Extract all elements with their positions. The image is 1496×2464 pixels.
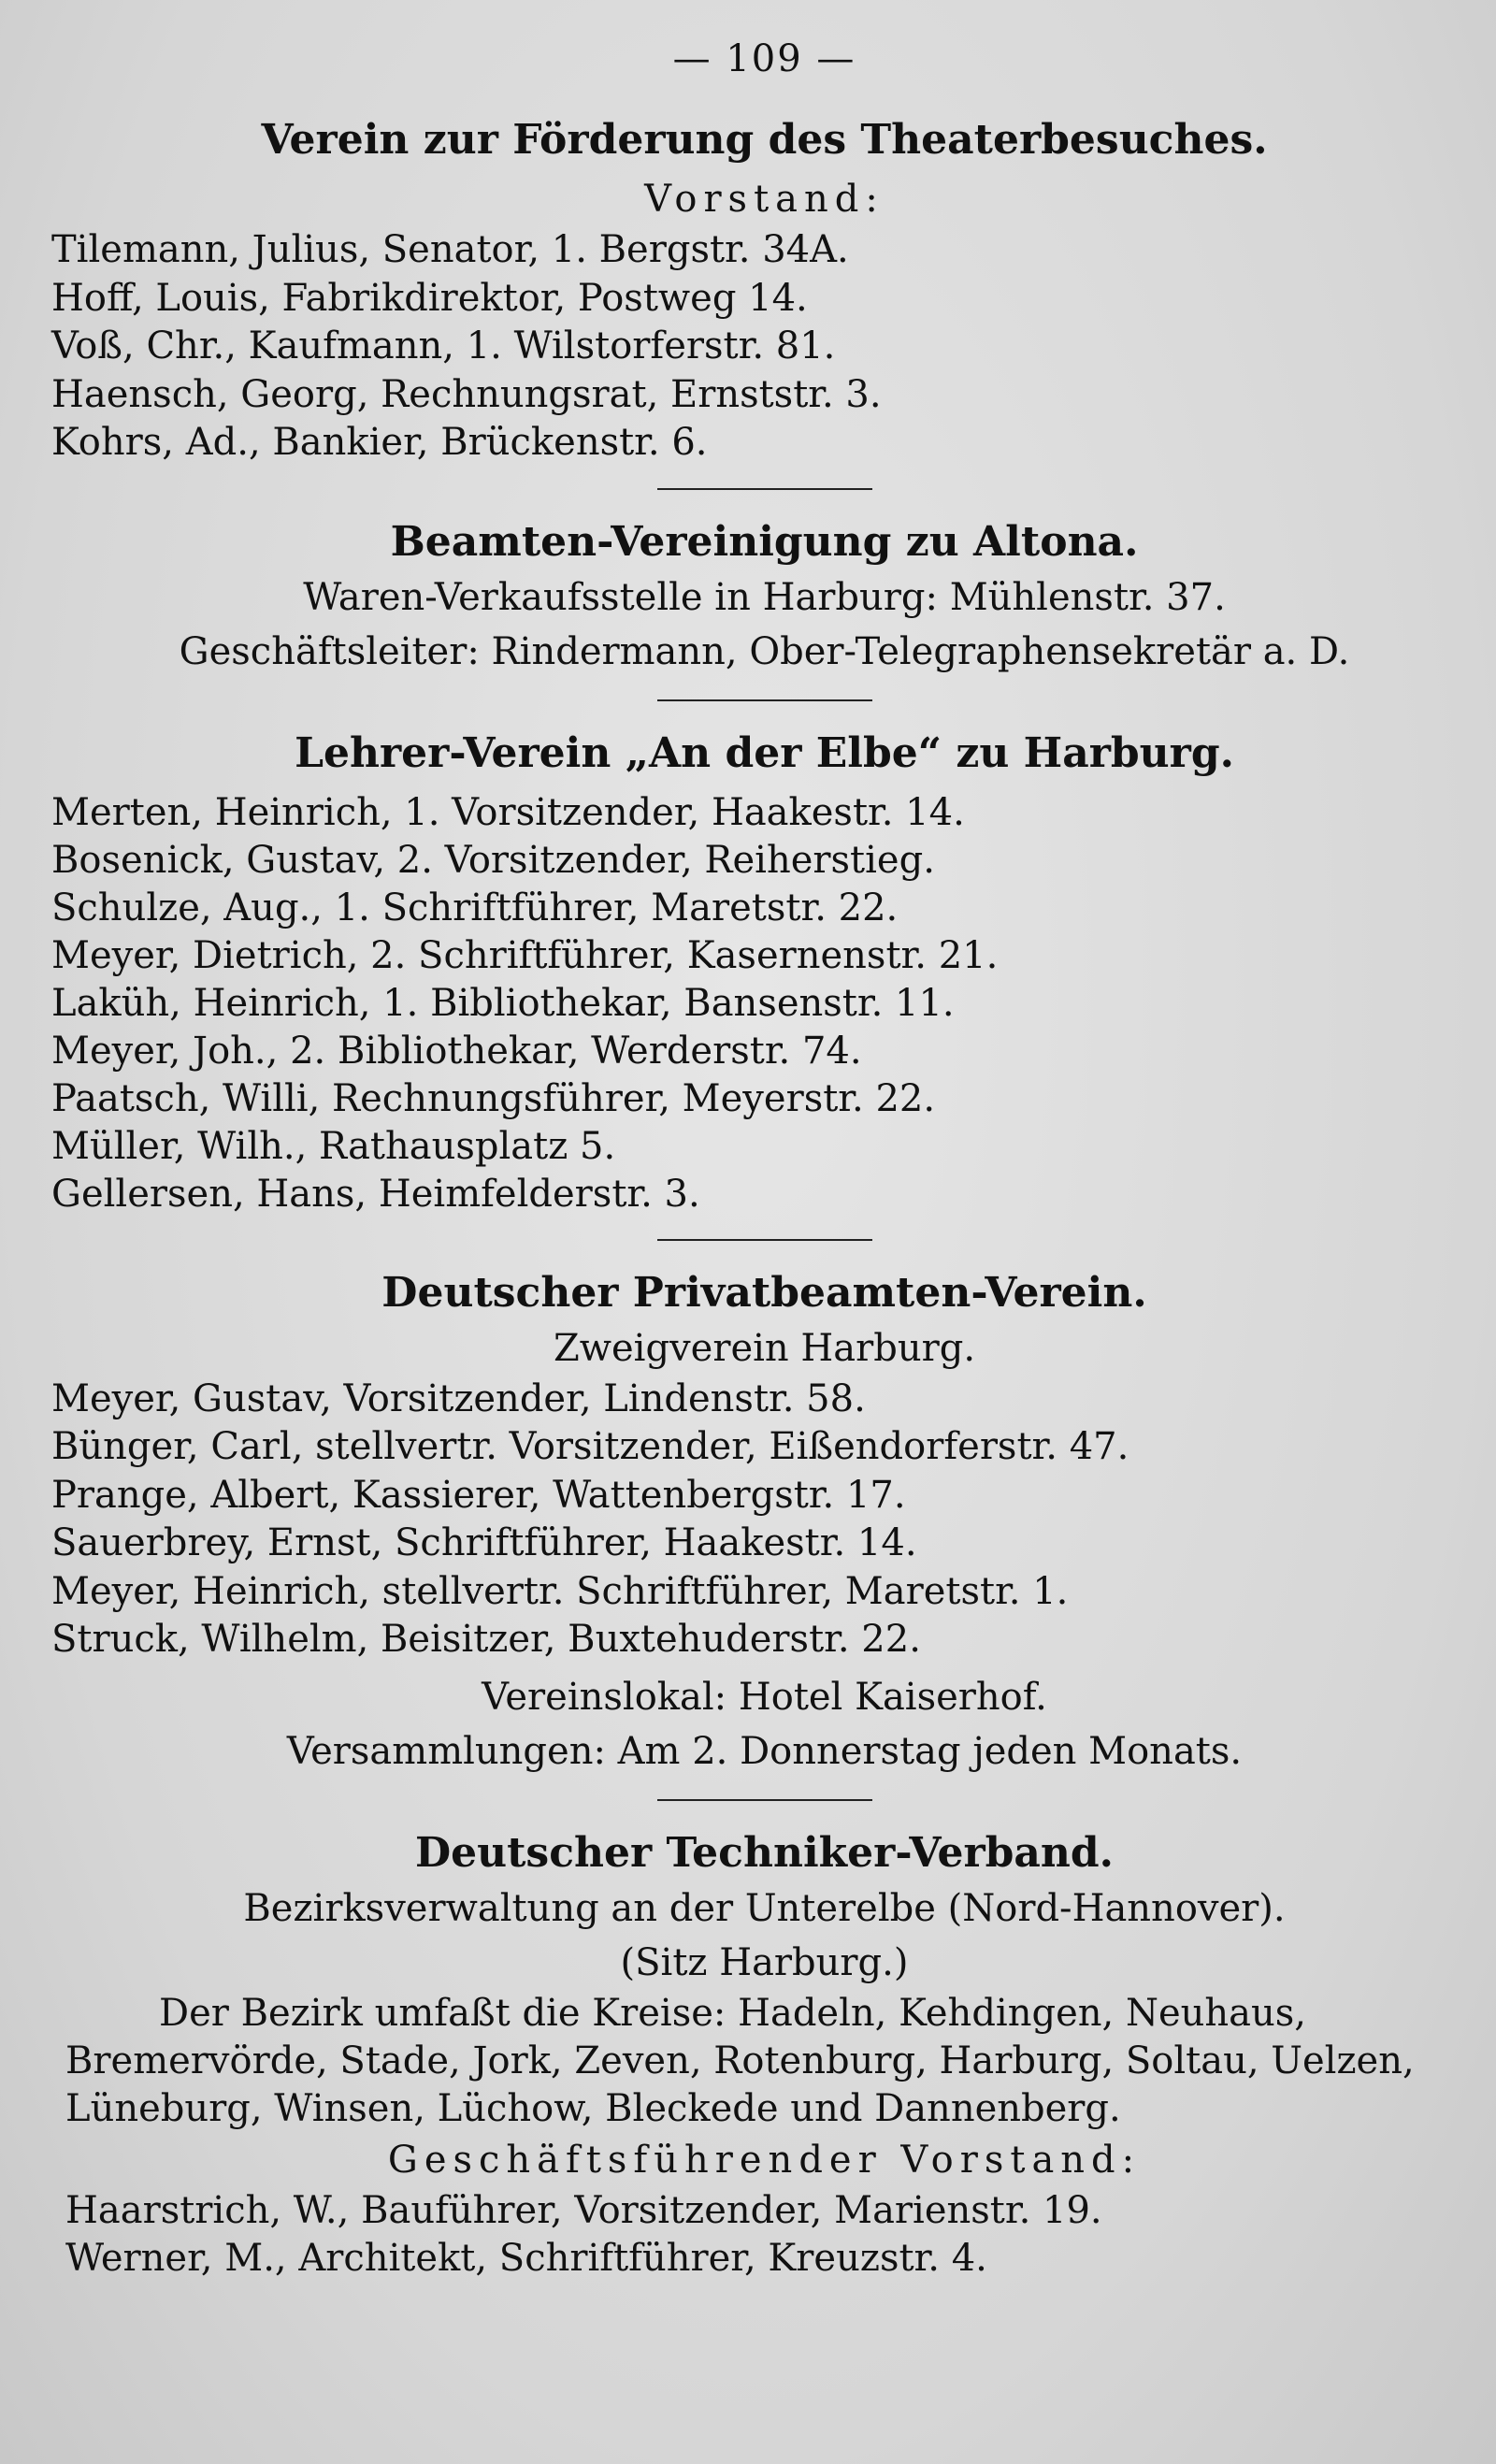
list-item: Haensch, Georg, Rechnungsrat, Ernststr. 3.	[51, 372, 882, 416]
section-title: Verein zur Förderung des Theaterbesuches.	[261, 116, 1268, 164]
list-item: Bosenick, Gustav, 2. Vorsitzender, Reiherstieg.	[51, 838, 935, 882]
paragraph-line: Bremervörde, Stade, Jork, Zeven, Rotenburg, Harburg, Soltau, Uelzen,	[65, 2039, 1415, 2082]
list-item: Meyer, Joh., 2. Bibliothekar, Werderstr. 74.	[51, 1029, 862, 1073]
list-item: Meyer, Dietrich, 2. Schriftführer, Kasernenstr. 21.	[51, 933, 999, 977]
section-line: Waren-Verkaufsstelle in Harburg: Mühlenstr. 37.	[303, 575, 1226, 619]
list-item: Haarstrich, W., Bauführer, Vorsitzender, Marienstr. 19.	[65, 2188, 1102, 2232]
list-item: Struck, Wilhelm, Beisitzer, Buxtehuderstr. 22.	[51, 1618, 921, 1661]
list-item: Schulze, Aug., 1. Schriftführer, Maretstr. 22.	[51, 886, 899, 929]
section-line: Geschäftsleiter: Rindermann, Ober-Telegraphensekretär a. D.	[179, 629, 1350, 673]
list-item: Müller, Wilh., Rathausplatz 5.	[51, 1124, 616, 1168]
versammlungen: Versammlungen: Am 2. Donnerstag jeden Monats.	[286, 1729, 1243, 1773]
divider	[657, 488, 872, 490]
section-title: Lehrer-Verein „An der Elbe“ zu Harburg.	[295, 728, 1234, 777]
list-item: Prange, Albert, Kassierer, Wattenbergstr. 17.	[51, 1473, 906, 1517]
paragraph-line: Lüneburg, Winsen, Lüchow, Bleckede und Dannenberg.	[65, 2086, 1121, 2130]
section-title: Beamten-Vereinigung zu Altona.	[390, 517, 1139, 566]
section-title: Deutscher Techniker-Verband.	[414, 1828, 1115, 1877]
list-item: Bünger, Carl, stellvertr. Vorsitzender, Eißendorferstr. 47.	[51, 1425, 1129, 1468]
list-item: Tilemann, Julius, Senator, 1. Bergstr. 34A.	[51, 228, 849, 271]
list-item: Meyer, Heinrich, stellvertr. Schriftführer, Maretstr. 1.	[51, 1569, 1069, 1613]
section-title: Deutscher Privatbeamten-Verein.	[381, 1268, 1147, 1317]
list-item: Meyer, Gustav, Vorsitzender, Lindenstr. 58.	[51, 1376, 866, 1420]
list-item: Hoff, Louis, Fabrikdirektor, Postweg 14.	[51, 276, 808, 320]
list-item: Gellersen, Hans, Heimfelderstr. 3.	[51, 1172, 700, 1216]
section-theaterbesuch	[51, 112, 1440, 468]
list-item: Sauerbrey, Ernst, Schriftführer, Haakestr. 14.	[51, 1521, 917, 1564]
list-item: Laküh, Heinrich, 1. Bibliothekar, Bansenstr. 11.	[51, 981, 955, 1025]
list-item: Werner, M., Architekt, Schriftführer, Kreuzstr. 4.	[65, 2237, 987, 2280]
section-privatbeamten-verein	[51, 1265, 1440, 1779]
section-techniker-verband	[51, 1825, 1440, 2284]
section-lehrer-verein	[51, 726, 1440, 1218]
list-item: Voß, Chr., Kaufmann, 1. Wilstorferstr. 81.	[51, 324, 836, 367]
district-paragraph	[51, 1990, 1440, 2133]
section-sitz: (Sitz Harburg.)	[620, 1940, 909, 1984]
section-subtitle: Bezirksverwaltung an der Unterelbe (Nord-Hannover).	[243, 1886, 1286, 1930]
paragraph-line: Der Bezirk umfaßt die Kreise: Hadeln, Kehdingen, Neuhaus,	[159, 1991, 1306, 2035]
page-number: — 109 —	[672, 37, 856, 80]
section-subtitle: Zweigverein Harburg.	[553, 1326, 976, 1370]
divider	[657, 1799, 872, 1801]
vereinslokal: Vereinslokal: Hotel Kaiserhof.	[482, 1675, 1047, 1719]
list-item: Merten, Heinrich, 1. Vorsitzender, Haakestr. 14.	[51, 790, 965, 834]
divider	[657, 1239, 872, 1241]
divider	[657, 699, 872, 701]
list-item: Paatsch, Willi, Rechnungsführer, Meyerstr. 22.	[51, 1076, 936, 1120]
section-subtitle: Vorstand:	[644, 178, 885, 221]
list-item: Kohrs, Ad., Bankier, Brückenstr. 6.	[51, 421, 708, 464]
section-beamten-vereinigung	[51, 514, 1440, 679]
vorstand-title: Geschäftsführender Vorstand:	[387, 2138, 1142, 2182]
